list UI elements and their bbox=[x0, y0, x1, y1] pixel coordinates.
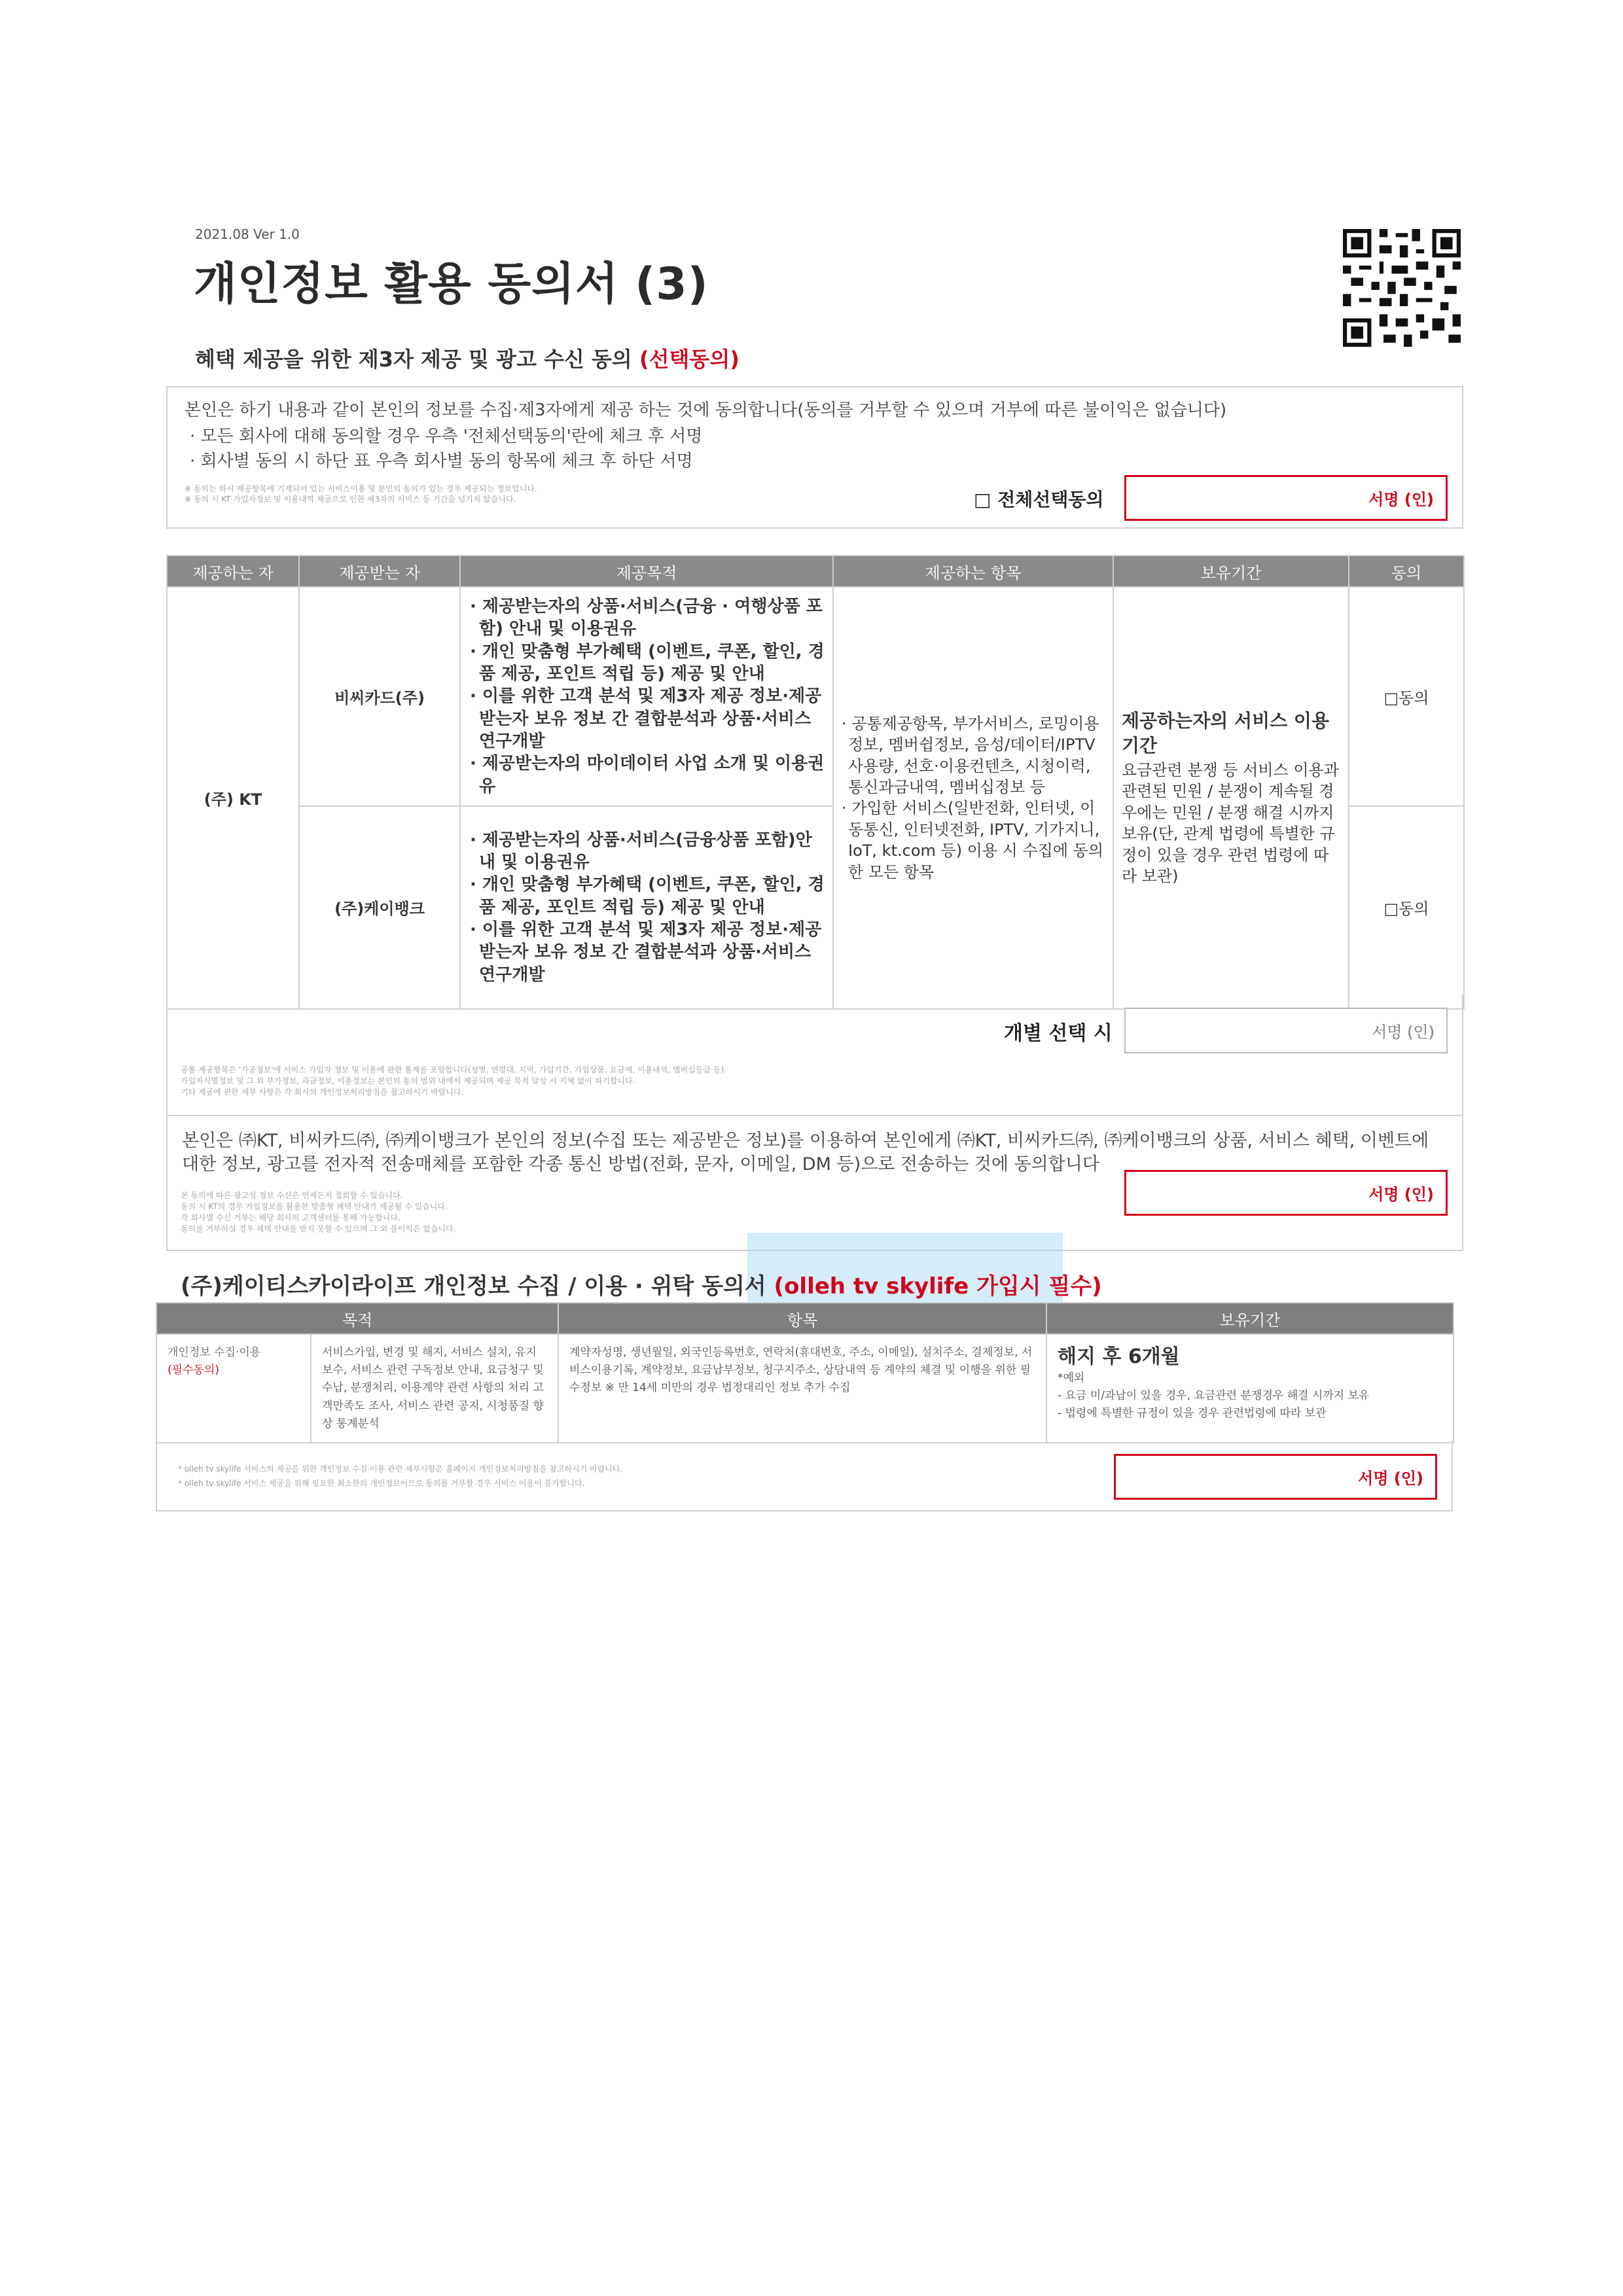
purpose-line: · 개인 맞춤형 부가혜택 (이벤트, 쿠폰, 할인, 경품 제공, 포인트 적립 등) 제공 및 안내 bbox=[470, 641, 825, 684]
retention-period bbox=[1113, 587, 1349, 1009]
retention-line: *예외 bbox=[1058, 1371, 1085, 1385]
intro-fineprint-1: ※ 동의는 하시 제공항목에 기재되어 있는 서비스이용 및 본인의 동의가 있는 경우 제공되는 정보입니다. bbox=[185, 484, 537, 493]
header-purpose: 목적 bbox=[156, 1303, 558, 1334]
purpose-bccard bbox=[460, 587, 833, 806]
divider bbox=[166, 1115, 1463, 1116]
header-items: 제공하는 항목 bbox=[833, 556, 1113, 587]
header-items: 항목 bbox=[558, 1303, 1046, 1334]
skylife-tag: (olleh tv skylife 가입시 필수) bbox=[774, 1273, 1102, 1299]
receiver-kbank: (주)케이뱅크 bbox=[299, 806, 460, 1009]
retention-line: - 요금 미/과납이 있을 경우, 요금관련 분쟁경우 해결 시까지 보유 bbox=[1058, 1389, 1370, 1403]
purpose-line: · 제공받는자의 상품·서비스(금융상품 포함)안내 및 이용권유 bbox=[470, 830, 812, 873]
header-retention: 보유기간 bbox=[1113, 556, 1349, 587]
receiver-bccard: 비씨카드(주) bbox=[299, 587, 460, 806]
marketing-fineprint-4: 동의를 거부하실 경우 혜택 안내를 받지 못할 수 있으며 그 외 불이익은 없습니다. bbox=[181, 1224, 456, 1233]
marketing-consent-text: 본인은 ㈜KT, 비씨카드㈜, ㈜케이뱅크가 본인의 정보(수집 또는 제공받은 정보)를 이용하여 본인에게 ㈜KT, 비씨카드㈜, ㈜케이뱅크의 상품, 서비스 혜택, 이벤트에 대한 정보, 광고를 전자적 전송매체를 포함한 각종 통신 방법(전화, 문자, 이메일, DM 등)으로 전송하는 것에 동의합니다 bbox=[182, 1131, 1429, 1175]
retention-title: 해지 후 6개월 bbox=[1058, 1345, 1180, 1368]
table-header-row bbox=[156, 1303, 1454, 1334]
all-select-checkbox[interactable]: □ 전체선택동의 bbox=[974, 489, 1104, 510]
marketing-fineprint-1: 본 동의에 따른 광고성 정보 수신은 언제든지 철회할 수 있습니다. bbox=[181, 1191, 403, 1200]
individual-fineprint-2: 가입자식별정보 및 그 외 부가정보, 과금정보, 이용정보는 본인의 동의 범위 내에서 제공되며 제공 목적 달성 시 지체 없이 파기합니다. bbox=[181, 1076, 635, 1086]
skylife-items: 계약자성명, 생년월일, 외국인등록번호, 연락처(휴대번호, 주소, 이메일), 설치주소, 결제정보, 서비스이용기록, 계약정보, 요금납부정보, 청구지주소, 상담내역 등 계약의 체결 및 이행을 위한 필수정보 ※ 만 14세 미만의 경우 법정대리인 정보 추가 수집 bbox=[558, 1334, 1046, 1443]
page-title: 개인정보 활용 동의서 (3) bbox=[194, 258, 709, 310]
retention-line: - 법령에 특별한 규정이 있을 경우 관련법령에 따라 보관 bbox=[1058, 1407, 1327, 1421]
agree-checkbox-bccard[interactable]: □동의 bbox=[1349, 587, 1464, 806]
skylife-fineprint-2: * olleh tv skylife 서비스 제공을 위해 필요한 최소한의 개인정보이므로 동의를 거부할 경우 서비스 이용이 불가합니다. bbox=[178, 1479, 585, 1488]
page-subtitle bbox=[195, 343, 740, 373]
required-tag: (필수동의) bbox=[168, 1364, 219, 1377]
skylife-fineprint-1: * olleh tv skylife 서비스의 제공을 위한 개인정보 수집·이용 관련 세부사항은 홈페이지 개인정보처리방침을 참고하시기 바랍니다. bbox=[178, 1464, 623, 1474]
subtitle-tag: (선택동의) bbox=[639, 347, 740, 372]
signature-label: 서명 (인) bbox=[1368, 1185, 1434, 1204]
skylife-purpose: 서비스가입, 변경 및 해지, 서비스 설치, 유지보수, 서비스 관련 구독정보 안내, 요금청구 및 수납, 분쟁처리, 이용계약 관련 사항의 처리 고객만족도 조사, 서비스 관련 공지, 시청품질 향상 통계분석 bbox=[311, 1334, 558, 1443]
qr-code-icon bbox=[1343, 229, 1461, 347]
purpose-line: · 개인 맞춤형 부가혜택 (이벤트, 쿠폰, 할인, 경품 제공, 포인트 적립 등) 제공 및 안내 bbox=[470, 875, 825, 917]
intro-fineprint-2: ※ 동의 시 KT 가입자정보 및 이용내역 제공으로 인한 제3자의 서비스 등 기간을 넘기지 않습니다. bbox=[185, 495, 516, 504]
header-retention: 보유기간 bbox=[1046, 1303, 1454, 1334]
marketing-fineprint-2: 동의 시 KT의 경우 가입정보를 활용한 맞춤형 혜택 안내가 제공될 수 있습니다. bbox=[181, 1202, 448, 1211]
intro-statement: 본인은 하기 내용과 같이 본인의 정보를 수집·제3자에게 제공 하는 것에 동의합니다(동의를 거부할 수 있으며 거부에 따른 불이익은 없습니다) bbox=[185, 400, 1227, 420]
agree-checkbox-kbank[interactable]: □동의 bbox=[1349, 806, 1464, 1009]
header-agree: 동의 bbox=[1349, 556, 1464, 587]
provided-item: · 공통제공항목, 부가서비스, 로밍이용정보, 멤버쉽정보, 음성/데이터/IPTV 사용량, 선호·이용컨텐츠, 시청이력, 통신과금내역, 멤버십정보 등 bbox=[842, 714, 1099, 797]
header-purpose: 제공목적 bbox=[460, 556, 833, 587]
purpose-line: · 이를 위한 고객 분석 및 제3자 제공 정보·제공받는자 보유 정보 간 결합분석과 상품·서비스 연구개발 bbox=[470, 919, 822, 985]
intro-bullet-1: · 모든 회사에 대해 동의할 경우 우측 '전체선택동의'란에 체크 후 서명 bbox=[190, 427, 703, 446]
table-row bbox=[167, 587, 1464, 806]
consent-type: 개인정보 수집·이용 bbox=[168, 1346, 261, 1359]
skylife-consent-table bbox=[156, 1302, 1454, 1443]
table-row bbox=[156, 1334, 1454, 1443]
purpose-line: · 제공받는자의 마이데이터 사업 소개 및 이용권유 bbox=[470, 754, 825, 796]
retention-title: 제공하는자의 서비스 이용기간 bbox=[1122, 710, 1330, 757]
purpose-line: · 이를 위한 고객 분석 및 제3자 제공 정보·제공받는자 보유 정보 간 결합분석과 상품·서비스 연구개발 bbox=[470, 686, 822, 751]
all-select-signature-field[interactable] bbox=[1124, 475, 1448, 521]
signature-label: 서명 (인) bbox=[1368, 490, 1434, 509]
purpose-kbank bbox=[460, 806, 833, 1009]
skylife-title: (주)케이티스카이라이프 개인정보 수집 / 이용 · 위탁 동의서 bbox=[181, 1273, 766, 1299]
provider-name: (주) KT bbox=[167, 587, 299, 1009]
individual-fineprint-3: 기타 제공에 관한 세부 사항은 각 회사의 개인정보처리방침을 참고하시기 바랍니다. bbox=[181, 1087, 464, 1097]
signature-label: 서명 (인) bbox=[1372, 1023, 1435, 1042]
skylife-retention bbox=[1046, 1334, 1454, 1443]
purpose-line: · 제공받는자의 상품·서비스(금융 · 여행상품 포함) 안내 및 이용권유 bbox=[470, 597, 823, 639]
third-party-provision-table bbox=[166, 555, 1465, 1010]
skylife-section-title bbox=[181, 1268, 1102, 1300]
individual-signature-field[interactable] bbox=[1124, 1008, 1448, 1053]
header-receiver: 제공받는 자 bbox=[299, 556, 460, 587]
consent-type-label bbox=[156, 1334, 311, 1443]
provided-items bbox=[833, 587, 1113, 1009]
intro-bullet-2: · 회사별 동의 시 하단 표 우측 회사별 동의 항목에 체크 후 하단 서명 bbox=[190, 451, 693, 471]
header-provider: 제공하는 자 bbox=[167, 556, 299, 587]
individual-select-label: 개별 선택 시 bbox=[1004, 1022, 1113, 1045]
marketing-signature-field[interactable] bbox=[1124, 1170, 1448, 1216]
provided-item: · 가입한 서비스(일반전화, 인터넷, 이동통신, 인터넷전화, IPTV, 기가지니, IoT, kt.com 등) 이용 시 수집에 동의한 모든 항목 bbox=[842, 799, 1104, 881]
signature-label: 서명 (인) bbox=[1358, 1469, 1423, 1488]
retention-body: 요금관련 분쟁 등 서비스 이용과 관련된 민원 / 분쟁이 계속될 경우에는 민원 / 분쟁 해결 시까지 보유(단, 관계 법령에 특별한 규정이 있을 경우 관련 법령에 따라 보관) bbox=[1122, 761, 1339, 885]
subtitle-main: 혜택 제공을 위한 제3자 제공 및 광고 수신 동의 bbox=[195, 347, 632, 372]
version-label: 2021.08 Ver 1.0 bbox=[195, 226, 300, 242]
individual-fineprint-1: 공통 제공항목은 '가공정보'에 서비스 가입자 정보 및 이용에 관한 통계를 포함합니다(성별, 연령대, 지역, 가입기간, 가입상품, 요금제, 이용내역, 멤버십등급 등). bbox=[181, 1065, 726, 1074]
skylife-signature-field[interactable] bbox=[1114, 1454, 1437, 1500]
marketing-fineprint-3: 각 회사별 수신 거부는 해당 회사의 고객센터를 통해 가능합니다. bbox=[181, 1213, 401, 1222]
table-header-row bbox=[167, 556, 1464, 587]
